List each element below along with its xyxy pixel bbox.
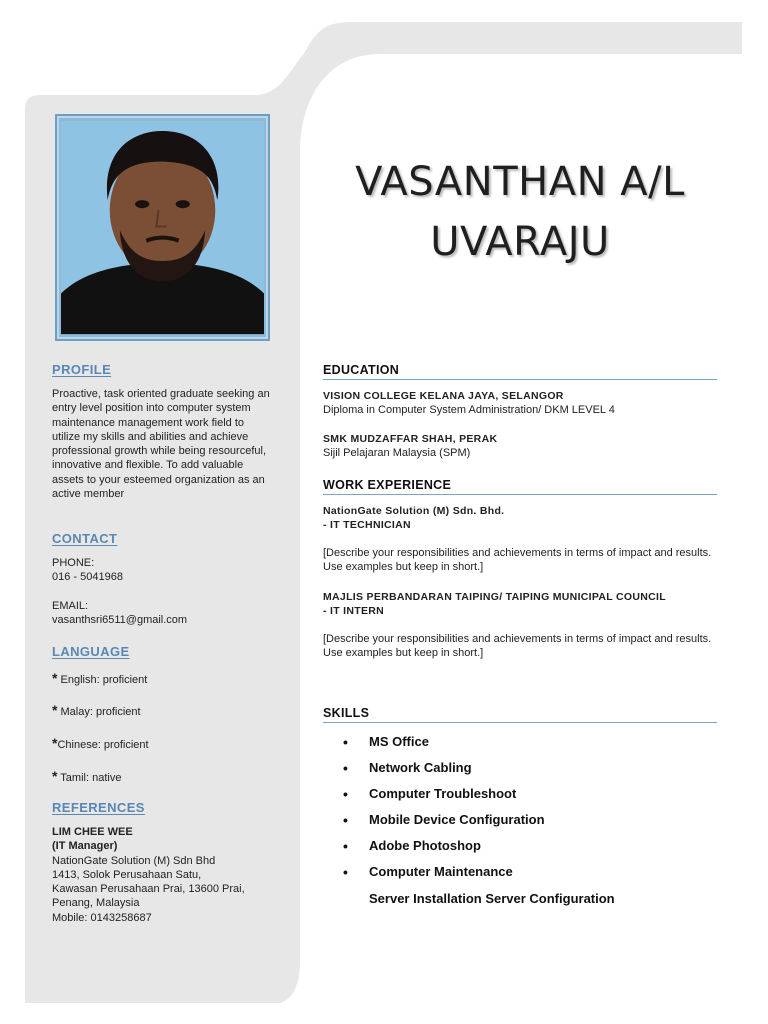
reference-line: 1413, Solok Perusahaan Satu, — [52, 868, 202, 881]
reference-line: Mobile: 0143258687 — [52, 911, 152, 924]
skill-item: • Network Cabling — [343, 760, 472, 776]
bullet-icon: • — [343, 838, 348, 854]
star-icon: * — [52, 768, 58, 784]
skill-item: • Computer Maintenance — [343, 864, 513, 880]
job-role: - IT TECHNICIAN — [323, 519, 411, 531]
skill-item: • Mobile Device Configuration — [343, 812, 545, 828]
school-detail: Diploma in Computer System Administration/ DKM LEVEL 4 — [323, 404, 615, 416]
star-icon: * — [52, 735, 58, 751]
work-heading: WORK EXPERIENCE — [323, 478, 717, 495]
education-entry — [323, 389, 717, 417]
bullet-icon: • — [343, 734, 348, 750]
education-heading: EDUCATION — [323, 363, 717, 380]
profile-photo — [55, 114, 270, 341]
contact-block — [52, 556, 272, 627]
job-description: [Describe your responsibilities and achievements in terms of impact and results. Use examples but keep in short.] — [323, 547, 712, 573]
language-heading: LANGUAGE — [52, 644, 130, 659]
skill-item: • Adobe Photoshop — [343, 838, 481, 854]
phone-value: 016 - 5041968 — [52, 571, 123, 584]
reference-block — [52, 825, 272, 925]
page-title — [300, 152, 740, 272]
skill-extra: Server Installation Server Configuration — [369, 891, 615, 906]
work-entry — [323, 504, 717, 574]
job-role: - IT INTERN — [323, 605, 385, 617]
skill-item: • MS Office — [343, 734, 429, 750]
school-detail: Sijil Pelajaran Malaysia (SPM) — [323, 447, 471, 459]
company-name: MAJLIS PERBANDARAN TAIPING/ TAIPING MUNICIPAL COUNCIL — [323, 591, 666, 603]
reference-name: LIM CHEE WEE — [52, 826, 133, 838]
profile-heading: PROFILE — [52, 362, 112, 377]
skills-list — [343, 733, 545, 889]
reference-line: NationGate Solution (M) Sdn Bhd — [52, 854, 216, 867]
email-value: vasanthsri6511@gmail.com — [52, 613, 188, 626]
email-label: EMAIL: — [52, 599, 89, 612]
bullet-icon: • — [343, 760, 348, 776]
star-icon: * — [52, 670, 58, 686]
person-photo-icon — [61, 120, 264, 335]
reference-role: (IT Manager) — [52, 840, 118, 853]
profile-text: Proactive, task oriented graduate seeking an entry level position into computer system maintenance management work field to utilize my skills and abilities and achieve professional growth while being resourceful, innovative and flexible. To add valuable assets to your esteemed organization as an active member — [52, 388, 270, 501]
reference-line: Penang, Malaysia — [52, 897, 140, 910]
bullet-icon: • — [343, 864, 348, 880]
work-entry — [323, 590, 717, 660]
name-line-1: VASANTHAN A/L — [355, 159, 685, 205]
star-icon: * — [52, 702, 58, 718]
references-heading: REFERENCES — [52, 800, 145, 815]
school-name: VISION COLLEGE KELANA JAYA, SELANGOR — [323, 390, 564, 402]
school-name: SMK MUDZAFFAR SHAH, PERAK — [323, 433, 498, 445]
skills-heading: SKILLS — [323, 706, 717, 723]
language-item: *Chinese: proficient — [52, 735, 149, 751]
contact-heading: CONTACT — [52, 531, 118, 546]
bullet-icon: • — [343, 786, 348, 802]
skill-item: • Computer Troubleshoot — [343, 786, 517, 802]
language-item: * English: proficient — [52, 670, 148, 686]
company-name: NationGate Solution (M) Sdn. Bhd. — [323, 505, 505, 517]
education-entry — [323, 432, 717, 460]
job-description: [Describe your responsibilities and achievements in terms of impact and results. Use examples but keep in short.] — [323, 633, 712, 659]
phone-label: PHONE: — [52, 557, 95, 569]
name-line-2: UVARAJU — [430, 219, 610, 265]
language-item: * Malay: proficient — [52, 702, 141, 718]
language-item: * Tamil: native — [52, 768, 122, 784]
reference-line: Kawasan Perusahaan Prai, 13600 Prai, — [52, 883, 245, 896]
bullet-icon: • — [343, 812, 348, 828]
